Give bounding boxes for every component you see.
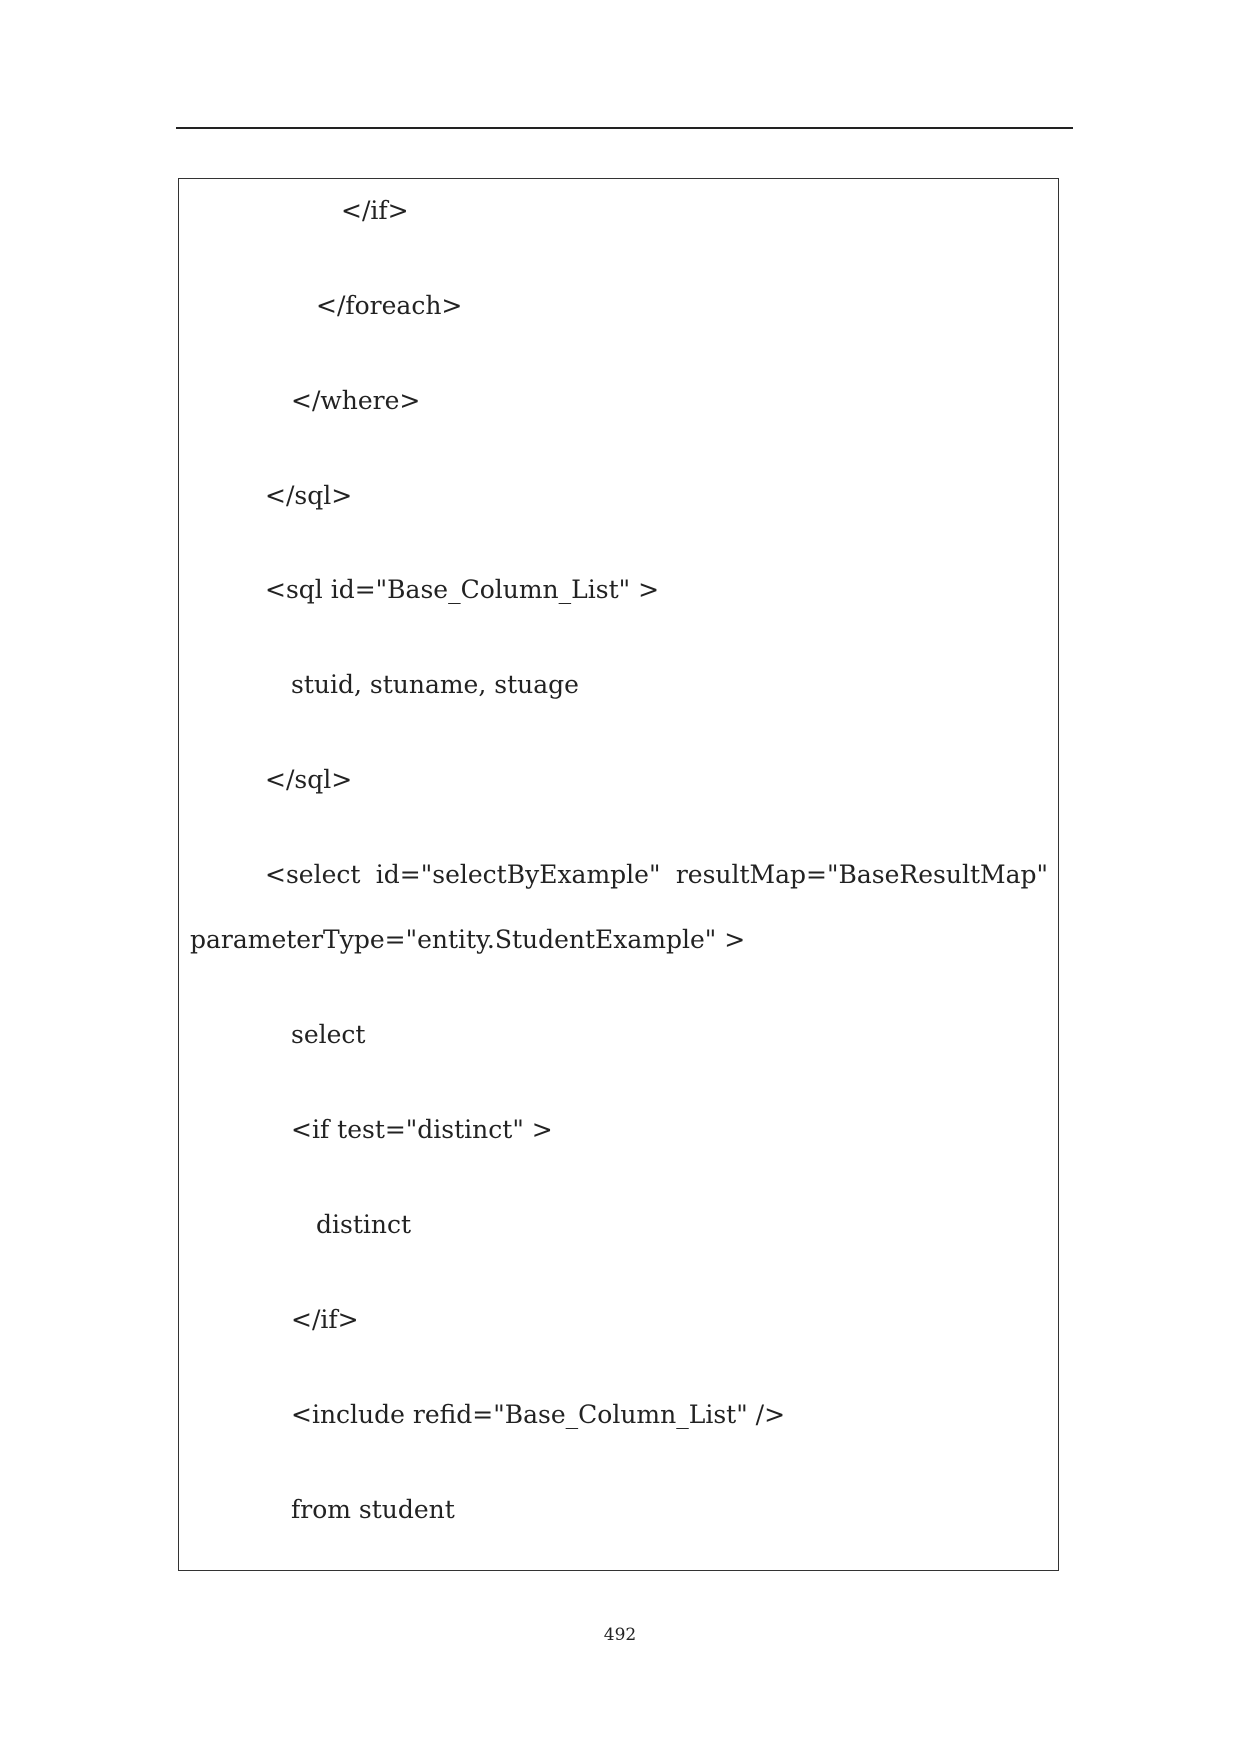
code-line: </if>	[291, 1305, 359, 1334]
code-line: <include refid="Base_Column_List" />	[291, 1400, 786, 1429]
page-number: 492	[603, 1625, 637, 1645]
header-rule	[176, 127, 1073, 129]
code-line: </sql>	[265, 765, 353, 794]
code-line-select-open	[265, 860, 1048, 890]
code-line: </if>	[341, 196, 409, 225]
code-token: resultMap="BaseResultMap"	[675, 860, 1048, 889]
code-token: <select	[265, 860, 361, 889]
code-line: </foreach>	[316, 291, 463, 320]
code-line: <if test="distinct" >	[291, 1115, 553, 1144]
code-line: distinct	[316, 1210, 412, 1239]
code-line: from student	[291, 1495, 455, 1524]
code-line: <sql id="Base_Column_List" >	[265, 575, 660, 604]
code-line: select	[291, 1020, 366, 1049]
code-line: </where>	[291, 386, 421, 415]
code-token: id="selectByExample"	[375, 860, 661, 889]
code-line: </sql>	[265, 481, 353, 510]
code-line: stuid, stuname, stuage	[291, 670, 579, 699]
code-line: parameterType="entity.StudentExample" >	[190, 925, 746, 954]
